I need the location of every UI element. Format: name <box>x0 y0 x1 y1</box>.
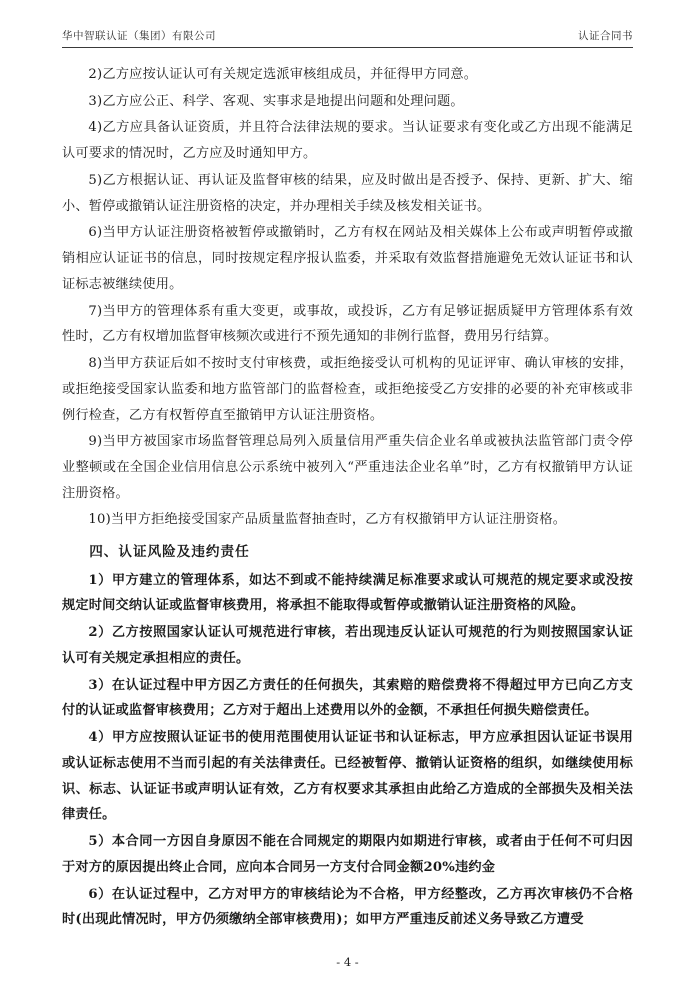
clause-paragraph: 6)当甲方认证注册资格被暂停或撤销时，乙方有权在网站及相关媒体上公布或声明暂停或撤销相应认证证书的信息，同时按规定程序报认监委，并采取有效监督措施避免无效认证证书和认证标志被继续使用。 <box>62 225 633 292</box>
section-heading: 四、认证风险及违约责任 <box>89 544 250 561</box>
page-number: - 4 - <box>336 955 359 969</box>
section-clause-paragraph: 6）在认证过程中，乙方对甲方的审核结论为不合格，甲方经整改，乙方再次审核仍不合格时(出现此情况时，甲方仍须缴纳全部审核费用)；如甲方严重违反前述义务导致乙方遭受 <box>62 886 633 928</box>
page-header <box>62 28 633 47</box>
clause-paragraph: 3)乙方应公正、科学、客观、实事求是地提出问题和处理问题。 <box>88 93 464 109</box>
section-clause-paragraph: 2）乙方按照国家认证认可规范进行审核，若出现违反认证认可规范的行为则按照国家认证认可有关规定承担相应的责任。 <box>62 625 633 666</box>
clause-paragraph: 4)乙方应具备认证资质，并且符合法律法规的要求。当认证要求有变化或乙方出现不能满足认可要求的情况时，乙方应及时通知甲方。 <box>62 120 633 162</box>
clause-paragraph: 10)当甲方拒绝接受国家产品质量监督抽查时，乙方有权撤销甲方认证注册资格。 <box>88 512 567 528</box>
header-divider <box>62 47 633 48</box>
clause-paragraph: 9)当甲方被国家市场监督管理总局列入质量信用严重失信企业名单或被执法监管部门责令停业整顿或在全国企业信用信息公示系统中被列入“严重违法企业名单”时，乙方有权撤销甲方认证注册资格。 <box>62 434 633 501</box>
section-clause-paragraph: 4）甲方应按照认证证书的使用范围使用认证证书和认证标志，甲方应承担因认证证书误用或认证标志使用不当而引起的有关法律责任。已经被暂停、撤销认证资格的组织，如继续使用标识、标志、认证证书或声明认证有效，乙方有权要求其承担由此给乙方造成的全部损失及相关法律责任。 <box>62 730 633 823</box>
clause-paragraph: 2)乙方应按认证认可有关规定选派审核组成员，并征得甲方同意。 <box>88 67 478 82</box>
clause-paragraph: 5)乙方根据认证、再认证及监督审核的结果，应及时做出是否授予、保持、更新、扩大、缩小、暂停或撤销认证注册资格的决定，并办理相关手续及核发相关证书。 <box>62 172 633 214</box>
document-body <box>62 62 633 933</box>
header-company-name: 华中智联认证（集团）有限公司 <box>62 30 216 42</box>
header-document-title: 认证合同书 <box>578 30 633 42</box>
page-footer <box>0 955 695 969</box>
page-content-area <box>62 28 633 955</box>
clause-paragraph: 8)当甲方获证后如不按时支付审核费，或拒绝接受认可机构的见证评审、确认审核的安排，或拒绝接受国家认监委和地方监管部门的监督检查，或拒绝接受乙方安排的必要的补充审核或非例行检查，乙方有权暂停直至撤销甲方认证注册资格。 <box>62 356 633 423</box>
clause-paragraph: 7)当甲方的管理体系有重大变更，或事故，或投诉，乙方有足够证据质疑甲方管理体系有效性时，乙方有权增加监督审核频次或进行不预先通知的非例行监督，费用另行结算。 <box>62 303 633 345</box>
section-clause-paragraph: 1）甲方建立的管理体系，如达不到或不能持续满足标准要求或认可规范的规定要求或没按规定时间交纳认证或监督审核费用，将承担不能取得或暂停或撤销认证注册资格的风险。 <box>62 572 633 614</box>
section-clause-paragraph: 5）本合同一方因自身原因不能在合同规定的期限内如期进行审核，或者由于任何不可归因于对方的原因提出终止合同，应向本合同另一方支付合同金额20%违约金 <box>62 834 633 875</box>
section-clause-paragraph: 3）在认证过程中甲方因乙方责任的任何损失，其索赔的赔偿费将不得超过甲方已向乙方支付的认证或监督审核费用；乙方对于超出上述费用以外的金额，不承担任何损失赔偿责任。 <box>62 677 633 719</box>
